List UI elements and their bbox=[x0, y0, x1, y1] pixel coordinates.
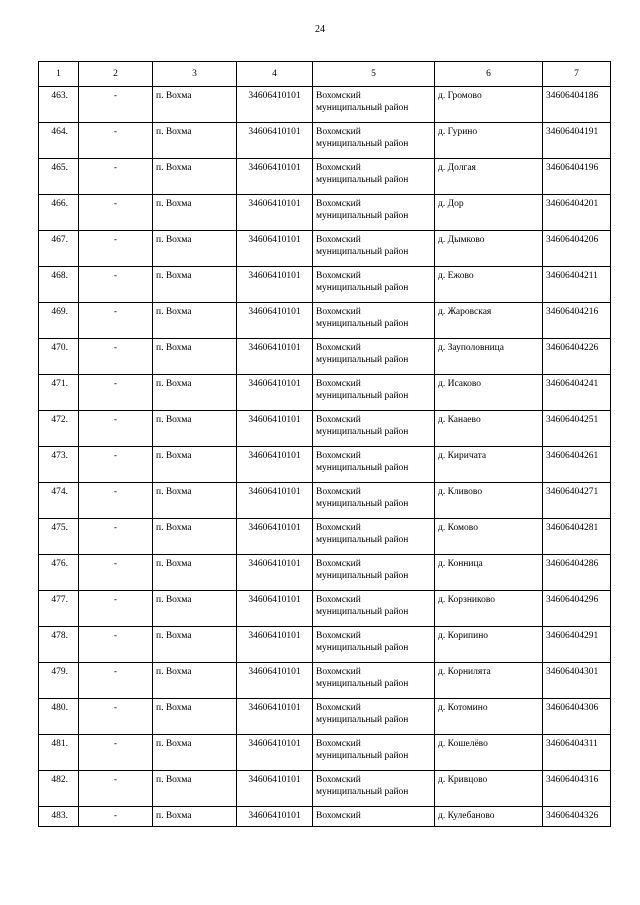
cell-locality-code: 34606404241 bbox=[543, 375, 611, 411]
cell-settlement: п. Вохма bbox=[153, 303, 237, 339]
cell-locality-code: 34606404206 bbox=[543, 231, 611, 267]
cell-col2: - bbox=[79, 591, 153, 627]
district-line-1: Вохомский bbox=[316, 91, 361, 101]
cell-settlement: п. Вохма bbox=[153, 735, 237, 771]
cell-district bbox=[313, 447, 435, 483]
table-row bbox=[39, 483, 611, 519]
cell-locality-code: 34606404251 bbox=[543, 411, 611, 447]
cell-oktmo-code: 34606410101 bbox=[237, 483, 313, 519]
column-header: 3 bbox=[153, 62, 237, 87]
district-line-1: Вохомский bbox=[316, 703, 361, 713]
district-line-2: муниципальный район bbox=[316, 211, 409, 221]
cell-row-number: 477. bbox=[39, 591, 79, 627]
cell-col2: - bbox=[79, 627, 153, 663]
cell-row-number: 471. bbox=[39, 375, 79, 411]
cell-locality-code: 34606404306 bbox=[543, 699, 611, 735]
cell-col2: - bbox=[79, 123, 153, 159]
district-line-1: Вохомский bbox=[316, 739, 361, 749]
district-line-2: муниципальный район bbox=[316, 175, 409, 185]
table-row bbox=[39, 519, 611, 555]
cell-oktmo-code: 34606410101 bbox=[237, 87, 313, 123]
cell-locality: д. Корипино bbox=[435, 627, 543, 663]
cell-settlement: п. Вохма bbox=[153, 411, 237, 447]
cell-oktmo-code: 34606410101 bbox=[237, 123, 313, 159]
cell-col2: - bbox=[79, 663, 153, 699]
cell-locality: д. Комово bbox=[435, 519, 543, 555]
district-line-2: муниципальный район bbox=[316, 679, 409, 689]
cell-row-number: 468. bbox=[39, 267, 79, 303]
cell-col2: - bbox=[79, 267, 153, 303]
cell-locality-code: 34606404201 bbox=[543, 195, 611, 231]
table-row bbox=[39, 771, 611, 807]
cell-oktmo-code: 34606410101 bbox=[237, 231, 313, 267]
district-line-1: Вохомский bbox=[316, 415, 361, 425]
cell-district bbox=[313, 123, 435, 159]
district-line-1: Вохомский bbox=[316, 559, 361, 569]
cell-col2: - bbox=[79, 375, 153, 411]
cell-district bbox=[313, 87, 435, 123]
cell-settlement: п. Вохма bbox=[153, 87, 237, 123]
cell-locality: д. Жаровская bbox=[435, 303, 543, 339]
table-row bbox=[39, 375, 611, 411]
page-number: 24 bbox=[315, 24, 325, 35]
cell-oktmo-code: 34606410101 bbox=[237, 699, 313, 735]
table-body bbox=[39, 87, 611, 827]
table-row bbox=[39, 123, 611, 159]
district-line-2: муниципальный район bbox=[316, 463, 409, 473]
cell-district bbox=[313, 267, 435, 303]
cell-locality-code: 34606404271 bbox=[543, 483, 611, 519]
cell-district bbox=[313, 735, 435, 771]
cell-settlement: п. Вохма bbox=[153, 159, 237, 195]
cell-row-number: 483. bbox=[39, 807, 79, 827]
cell-locality-code: 34606404281 bbox=[543, 519, 611, 555]
cell-oktmo-code: 34606410101 bbox=[237, 519, 313, 555]
cell-locality-code: 34606404291 bbox=[543, 627, 611, 663]
cell-col2: - bbox=[79, 483, 153, 519]
cell-row-number: 472. bbox=[39, 411, 79, 447]
cell-row-number: 465. bbox=[39, 159, 79, 195]
cell-oktmo-code: 34606410101 bbox=[237, 411, 313, 447]
district-line-1: Вохомский bbox=[316, 307, 361, 317]
cell-col2: - bbox=[79, 159, 153, 195]
cell-locality: д. Корзниково bbox=[435, 591, 543, 627]
table-row bbox=[39, 267, 611, 303]
cell-locality: д. Исаково bbox=[435, 375, 543, 411]
cell-settlement: п. Вохма bbox=[153, 663, 237, 699]
cell-col2: - bbox=[79, 555, 153, 591]
cell-locality: д. Котомино bbox=[435, 699, 543, 735]
district-line-1: Вохомский bbox=[316, 811, 361, 821]
table-row bbox=[39, 303, 611, 339]
district-line-1: Вохомский bbox=[316, 199, 361, 209]
district-line-1: Вохомский bbox=[316, 235, 361, 245]
district-line-1: Вохомский bbox=[316, 487, 361, 497]
column-header: 7 bbox=[543, 62, 611, 87]
cell-locality-code: 34606404211 bbox=[543, 267, 611, 303]
district-line-2: муниципальный район bbox=[316, 607, 409, 617]
cell-oktmo-code: 34606410101 bbox=[237, 807, 313, 827]
cell-district bbox=[313, 663, 435, 699]
table-row bbox=[39, 627, 611, 663]
header-row bbox=[39, 62, 611, 87]
cell-col2: - bbox=[79, 411, 153, 447]
table-row bbox=[39, 159, 611, 195]
cell-locality: д. Корнилята bbox=[435, 663, 543, 699]
table-row bbox=[39, 591, 611, 627]
cell-row-number: 470. bbox=[39, 339, 79, 375]
cell-row-number: 469. bbox=[39, 303, 79, 339]
district-line-2: муниципальный район bbox=[316, 499, 409, 509]
cell-col2: - bbox=[79, 447, 153, 483]
cell-district bbox=[313, 339, 435, 375]
cell-district bbox=[313, 303, 435, 339]
cell-oktmo-code: 34606410101 bbox=[237, 339, 313, 375]
district-line-1: Вохомский bbox=[316, 379, 361, 389]
cell-row-number: 476. bbox=[39, 555, 79, 591]
cell-settlement: п. Вохма bbox=[153, 555, 237, 591]
cell-settlement: п. Вохма bbox=[153, 591, 237, 627]
district-line-1: Вохомский bbox=[316, 451, 361, 461]
cell-settlement: п. Вохма bbox=[153, 627, 237, 663]
table-row bbox=[39, 735, 611, 771]
cell-col2: - bbox=[79, 735, 153, 771]
district-line-2: муниципальный район bbox=[316, 787, 409, 797]
cell-settlement: п. Вохма bbox=[153, 699, 237, 735]
cell-locality-code: 34606404316 bbox=[543, 771, 611, 807]
cell-district bbox=[313, 555, 435, 591]
district-line-2: муниципальный район bbox=[316, 103, 409, 113]
cell-col2: - bbox=[79, 339, 153, 375]
cell-locality: д. Дымково bbox=[435, 231, 543, 267]
cell-locality: д. Громово bbox=[435, 87, 543, 123]
district-line-2: муниципальный район bbox=[316, 643, 409, 653]
column-header: 2 bbox=[79, 62, 153, 87]
cell-locality-code: 34606404191 bbox=[543, 123, 611, 159]
cell-settlement: п. Вохма bbox=[153, 231, 237, 267]
column-header: 6 bbox=[435, 62, 543, 87]
cell-col2: - bbox=[79, 231, 153, 267]
cell-locality-code: 34606404326 bbox=[543, 807, 611, 827]
cell-locality: д. Кривцово bbox=[435, 771, 543, 807]
cell-district bbox=[313, 771, 435, 807]
cell-oktmo-code: 34606410101 bbox=[237, 375, 313, 411]
table-row bbox=[39, 195, 611, 231]
cell-settlement: п. Вохма bbox=[153, 339, 237, 375]
cell-locality: д. Киричата bbox=[435, 447, 543, 483]
table-row bbox=[39, 555, 611, 591]
table-row bbox=[39, 699, 611, 735]
cell-row-number: 466. bbox=[39, 195, 79, 231]
cell-locality: д. Кливово bbox=[435, 483, 543, 519]
table-row bbox=[39, 231, 611, 267]
district-line-1: Вохомский bbox=[316, 127, 361, 137]
cell-row-number: 478. bbox=[39, 627, 79, 663]
cell-locality-code: 34606404286 bbox=[543, 555, 611, 591]
cell-locality-code: 34606404261 bbox=[543, 447, 611, 483]
cell-settlement: п. Вохма bbox=[153, 195, 237, 231]
cell-oktmo-code: 34606410101 bbox=[237, 627, 313, 663]
cell-oktmo-code: 34606410101 bbox=[237, 303, 313, 339]
district-line-2: муниципальный район bbox=[316, 427, 409, 437]
cell-col2: - bbox=[79, 771, 153, 807]
column-header: 4 bbox=[237, 62, 313, 87]
table-row bbox=[39, 807, 611, 827]
district-line-2: муниципальный район bbox=[316, 751, 409, 761]
cell-settlement: п. Вохма bbox=[153, 123, 237, 159]
district-line-1: Вохомский bbox=[316, 775, 361, 785]
cell-row-number: 467. bbox=[39, 231, 79, 267]
cell-locality: д. Кулебаново bbox=[435, 807, 543, 827]
district-line-1: Вохомский bbox=[316, 667, 361, 677]
cell-settlement: п. Вохма bbox=[153, 519, 237, 555]
cell-locality-code: 34606404216 bbox=[543, 303, 611, 339]
cell-locality: д. Конница bbox=[435, 555, 543, 591]
cell-oktmo-code: 34606410101 bbox=[237, 267, 313, 303]
column-header: 5 bbox=[313, 62, 435, 87]
district-line-1: Вохомский bbox=[316, 595, 361, 605]
cell-row-number: 480. bbox=[39, 699, 79, 735]
column-header: 1 bbox=[39, 62, 79, 87]
cell-col2: - bbox=[79, 519, 153, 555]
table-header bbox=[39, 62, 611, 87]
cell-settlement: п. Вохма bbox=[153, 267, 237, 303]
cell-locality: д. Канаево bbox=[435, 411, 543, 447]
cell-settlement: п. Вохма bbox=[153, 807, 237, 827]
cell-locality-code: 34606404296 bbox=[543, 591, 611, 627]
cell-district bbox=[313, 807, 435, 827]
district-line-2: муниципальный район bbox=[316, 715, 409, 725]
cell-row-number: 464. bbox=[39, 123, 79, 159]
cell-row-number: 474. bbox=[39, 483, 79, 519]
district-line-1: Вохомский bbox=[316, 631, 361, 641]
cell-locality-code: 34606404196 bbox=[543, 159, 611, 195]
cell-locality-code: 34606404301 bbox=[543, 663, 611, 699]
cell-row-number: 463. bbox=[39, 87, 79, 123]
cell-district bbox=[313, 627, 435, 663]
district-line-2: муниципальный район bbox=[316, 355, 409, 365]
cell-oktmo-code: 34606410101 bbox=[237, 591, 313, 627]
cell-row-number: 479. bbox=[39, 663, 79, 699]
cell-oktmo-code: 34606410101 bbox=[237, 555, 313, 591]
district-line-1: Вохомский bbox=[316, 271, 361, 281]
cell-district bbox=[313, 483, 435, 519]
cell-settlement: п. Вохма bbox=[153, 771, 237, 807]
cell-locality: д. Ежово bbox=[435, 267, 543, 303]
cell-col2: - bbox=[79, 807, 153, 827]
cell-oktmo-code: 34606410101 bbox=[237, 159, 313, 195]
cell-locality: д. Гурино bbox=[435, 123, 543, 159]
district-line-2: муниципальный район bbox=[316, 391, 409, 401]
cell-district bbox=[313, 591, 435, 627]
table-row bbox=[39, 663, 611, 699]
table-row bbox=[39, 87, 611, 123]
cell-district bbox=[313, 699, 435, 735]
cell-col2: - bbox=[79, 87, 153, 123]
cell-oktmo-code: 34606410101 bbox=[237, 663, 313, 699]
district-line-1: Вохомский bbox=[316, 163, 361, 173]
cell-locality: д. Долгая bbox=[435, 159, 543, 195]
table-row bbox=[39, 411, 611, 447]
cell-locality-code: 34606404311 bbox=[543, 735, 611, 771]
district-line-2: муниципальный район bbox=[316, 319, 409, 329]
cell-district bbox=[313, 159, 435, 195]
registry-table bbox=[38, 61, 611, 827]
cell-col2: - bbox=[79, 195, 153, 231]
district-line-2: муниципальный район bbox=[316, 535, 409, 545]
cell-oktmo-code: 34606410101 bbox=[237, 735, 313, 771]
cell-row-number: 482. bbox=[39, 771, 79, 807]
district-line-2: муниципальный район bbox=[316, 139, 409, 149]
cell-col2: - bbox=[79, 303, 153, 339]
district-line-2: муниципальный район bbox=[316, 283, 409, 293]
cell-settlement: п. Вохма bbox=[153, 375, 237, 411]
table-row bbox=[39, 447, 611, 483]
cell-district bbox=[313, 411, 435, 447]
district-line-1: Вохомский bbox=[316, 343, 361, 353]
cell-row-number: 473. bbox=[39, 447, 79, 483]
cell-district bbox=[313, 375, 435, 411]
cell-oktmo-code: 34606410101 bbox=[237, 771, 313, 807]
cell-locality: д. Зауполовница bbox=[435, 339, 543, 375]
cell-row-number: 481. bbox=[39, 735, 79, 771]
cell-settlement: п. Вохма bbox=[153, 483, 237, 519]
district-line-2: муниципальный район bbox=[316, 247, 409, 257]
cell-oktmo-code: 34606410101 bbox=[237, 447, 313, 483]
cell-district bbox=[313, 195, 435, 231]
district-line-1: Вохомский bbox=[316, 523, 361, 533]
cell-settlement: п. Вохма bbox=[153, 447, 237, 483]
district-line-2: муниципальный район bbox=[316, 571, 409, 581]
cell-locality: д. Кошелёво bbox=[435, 735, 543, 771]
table-row bbox=[39, 339, 611, 375]
cell-col2: - bbox=[79, 699, 153, 735]
cell-row-number: 475. bbox=[39, 519, 79, 555]
cell-oktmo-code: 34606410101 bbox=[237, 195, 313, 231]
cell-locality-code: 34606404226 bbox=[543, 339, 611, 375]
cell-district bbox=[313, 519, 435, 555]
cell-locality-code: 34606404186 bbox=[543, 87, 611, 123]
cell-district bbox=[313, 231, 435, 267]
cell-locality: д. Дор bbox=[435, 195, 543, 231]
